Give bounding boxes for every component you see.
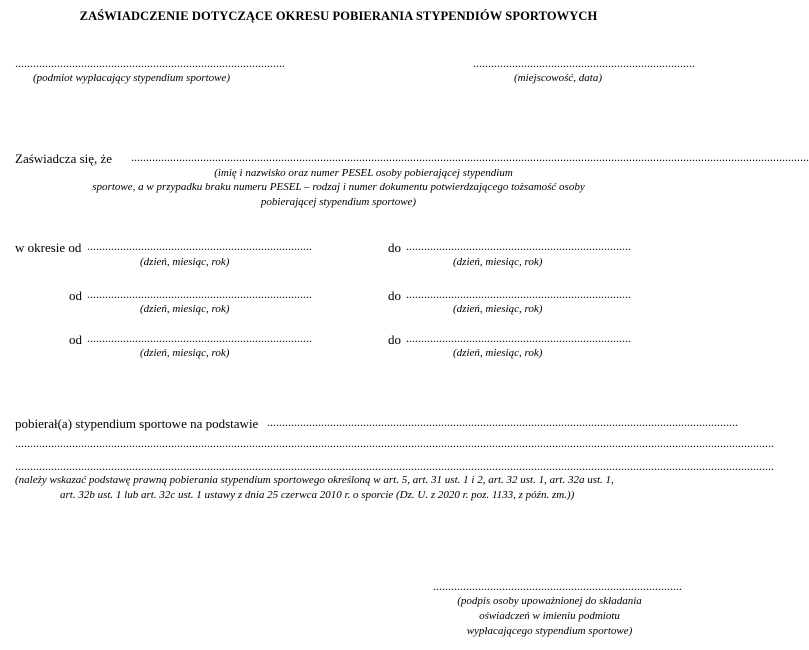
signature-field[interactable]: ................................................................................... (433, 579, 682, 593)
period-1-from-field[interactable]: ........................................................................... (87, 239, 312, 253)
period-2-to-caption: (dzień, miesiąc, rok) (453, 303, 543, 315)
basis-field-3[interactable]: ............................................................................................................................................................................................................................................................. (15, 459, 774, 473)
period-3-to-caption: (dzień, miesiąc, rok) (453, 347, 543, 359)
period-3-from-caption: (dzień, miesiąc, rok) (140, 347, 230, 359)
person-caption-3: pobierającej stypendium sportowe) (260, 196, 417, 208)
basis-caption-2: art. 32b ust. 1 lub art. 32c ust. 1 ustawy z dnia 25 czerwca 2010 r. o sporcie (Dz. U. z 2020 r. poz. 1133, z późn. zm.)) (60, 489, 575, 501)
period-1-to-caption: (dzień, miesiąc, rok) (453, 256, 543, 268)
payer-field[interactable]: .......................................................................................... (15, 56, 285, 70)
period-2-to-label: do (388, 288, 401, 303)
period-3-to-label: do (388, 332, 401, 347)
signature-caption-3: wypłacającego stypendium sportowe) (466, 625, 633, 637)
basis-field-2[interactable]: ............................................................................................................................................................................................................................................................. (15, 436, 774, 450)
period-3-to-field[interactable]: ........................................................................... (406, 331, 631, 345)
certify-label: Zaświadcza się, że (15, 151, 113, 166)
payer-caption: (podmiot wypłacający stypendium sportowe) (33, 72, 231, 84)
signature-caption-1: (podpis osoby upoważnionej do składania (457, 595, 642, 607)
person-caption-1: (imię i nazwisko oraz numer PESEL osoby pobierającej stypendium (214, 167, 513, 179)
period-3-from-field[interactable]: ........................................................................... (87, 331, 312, 345)
place-date-field[interactable]: .......................................................................... (473, 56, 695, 70)
basis-field-1[interactable]: ............................................................................................................................................................. (267, 415, 738, 429)
period-3-from-label: od (69, 332, 82, 347)
person-field[interactable]: .................................................................................................................................................................................................................................. (131, 150, 809, 164)
period-1-to-label: do (388, 240, 401, 255)
period-1-from-caption: (dzień, miesiąc, rok) (140, 256, 230, 268)
basis-caption-1: (należy wskazać podstawę prawną pobierania stypendium sportowego określoną w art. 5, art. 31 ust. 1 i 2, art. 32 ust. 1, art. 32a ust. 1, (15, 474, 614, 486)
period-2-to-field[interactable]: ........................................................................... (406, 287, 631, 301)
period-2-from-field[interactable]: ........................................................................... (87, 287, 312, 301)
signature-caption-2: oświadczeń w imieniu podmiotu (479, 610, 620, 622)
basis-label: pobierał(a) stypendium sportowe na podstawie (15, 416, 259, 431)
place-date-caption: (miejscowość, data) (514, 72, 602, 84)
period-label: w okresie od (15, 240, 82, 255)
period-2-from-label: od (69, 288, 82, 303)
document-title: ZAŚWIADCZENIE DOTYCZĄCE OKRESU POBIERANIA STYPENDIÓW SPORTOWYCH (79, 9, 598, 23)
period-2-from-caption: (dzień, miesiąc, rok) (140, 303, 230, 315)
person-caption-2: sportowe, a w przypadku braku numeru PESEL – rodzaj i numer dokumentu potwierdzającego tożsamość osoby (92, 181, 585, 193)
period-1-to-field[interactable]: ........................................................................... (406, 239, 631, 253)
